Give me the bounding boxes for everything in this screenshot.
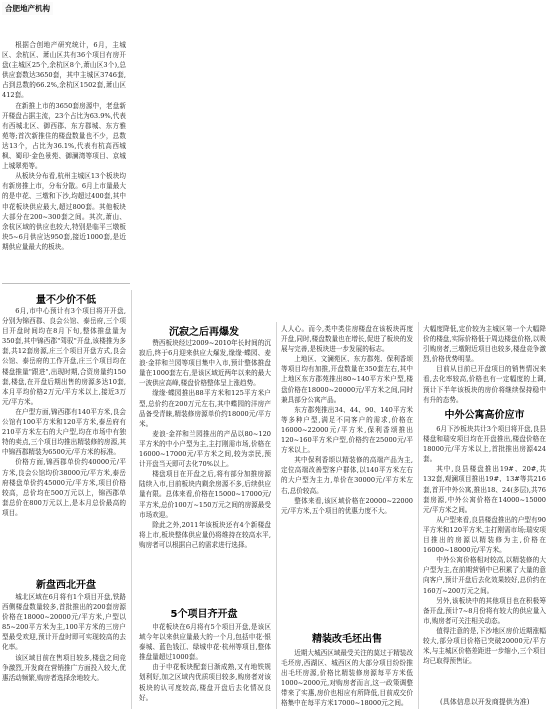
heading-eruption: 沉寂之后再爆发 (169, 327, 239, 338)
article-paragraph: 其中保利香颂以精装修的高端产品为主,定位高端改善型客户群体,以140平方米左右的大户型为主力,单价在30000元/平方米左右,总价较高。 (281, 456, 413, 495)
heading-five-open: 5个项目齐开盘 (170, 609, 238, 620)
article-paragraph: 从户型来看,良县楼盘推出的户型有90平方米和120平方米,主打刚需市场;瑞安项目推出的房源以精装修为主,价格在16000~18000元/平方米。 (423, 515, 546, 555)
article-middle (281, 324, 413, 624)
article-right-top (423, 324, 546, 404)
article-paragraph: 缘缘·蝶园推出88平方米和125平方米户型,总价约在200万元左右,其中蝶园的洋房产品备受青睐,精装修房源单价约18000元/平方米。 (139, 389, 271, 428)
article-paragraph: 价格方面,锦西郡单价约40000元/平方米,良会公馆均价38000元/平方米,泰岳府楼盘单价约45000元/平方米,项目价格较高，总价均在500万元以上，锦西郡单套总价在800万元以上,是本月总价最高的项目。 (2, 458, 126, 517)
article-paragraph: 整体来看,该区域价格在20000~22000元/平方米,五个项目的优惠力度不大。 (281, 496, 413, 515)
column-divider (131, 290, 132, 709)
divider (2, 283, 130, 284)
article-north (2, 592, 126, 706)
article-five-open (139, 622, 271, 708)
column-divider (276, 322, 277, 709)
article-paragraph: 中外公寓价格相对较高,以精装修的大户型为主,在前期营销中已积累了大量的意向客户,预计开盘后去化效果较好,总价约在160万~200万元之间。 (423, 556, 546, 595)
article-paragraph: 麦浪·金祥和兰园推出的产品以80~120平方米的中小户型为主,主打刚需市场,价格在16000~17000元/平方米之间,较为亲民,预计开盘当天即可去化70%以上。 (139, 429, 271, 469)
heading-decoration: 精装改毛坯出售 (312, 634, 382, 645)
article-paragraph: 人人心。而今,类中类住房楼盘在该板块再度开盘,同时,楼盘数量也在增长,促进了板块的发展与完善,是板块进一步发展的标志。 (281, 325, 413, 354)
article-paragraph: 6月,市中心预计有3个项目将开开盘,分别为锦西郡、良会公馆、泰岳府,三个项目开盘时间均在8月下旬,整体推盘量为350套,其中锦西郡"驾驭"开盘,该楼推为多套,共12套房源,庄三个项目开盘方式,良会公馆、泰岳府的工作开盘,庄三个项目均在楼盘推量"跟进",出现时期,合资房量约150套,楼盘,在开盘后期出售的房源多达10套,本月平均价格2万元/平方米以上,接近3万元/平方米。 (2, 307, 126, 406)
article-decoration (281, 648, 413, 708)
top-paragraph: 在新推上市的3650套房源中，老盘新开楼盘占据主流，23个占比为63.9%,代表有西城北区、御西郡、东方郡城、东方雅苑等;首次新推住的楼盘数量也不少，总数达13个，占比为36.1%,代表有杭高西城枫、蜀印·金色景苑、御澜湾等项目、京城上城翠苑等。 (2, 101, 126, 171)
article-paragraph: 目前从目前已开盘项目的销售情况来看,去化率较高,价格也有一定幅度的上调,预计下半年该板块的房价将继续保持稳中有升的态势。 (423, 365, 546, 404)
heading-volume: 量不少价不低 (36, 295, 96, 306)
footer-note: (具体信息以开发商提供为准) (440, 698, 530, 706)
article-mid-high (423, 424, 546, 694)
top-paragraph: 根据合创地产研究统计，6月，主城区、余杭区、萧山区共有36个项目有房开盘(主城区25个,余杭区8个,萧山区3个),总供应套数达3650套，其中主城区3746套,占到总数的66.2%,余杭区1502套,萧山区412套。 (2, 41, 126, 100)
article-paragraph: 上地区、文澜苑区、东方郡苑、保利香颂等项目均有加推,开盘数量在350套左右,其中上地区东方郡苑推出80~140平方米户型,楼盘价格在18000~20000元/平方米之间,同时兼具部分公寓产品。 (281, 355, 413, 404)
article-paragraph: 除此之外,2011年该板块还有4个新楼盘将上市,板块整体供应量仍将维持在较高水平,购房者可以根据自己的需求进行选择。 (139, 520, 271, 549)
article-paragraph: 申花板块在6月将有5个项目开盘,是该区域今年以来供应量最大的一个月,包括申花·银泰城、蓝色钱江、绿城申花·杭州等项目,整体推盘量超过1000套。 (139, 623, 271, 662)
article-paragraph: 东方郡苑推出34、44、90、140平方米等多种户型,满足不同客户的需求,价格在16000~22000元/平方米,保利香颂推出120~160平方米户型,价格约在25000元/平方米以上。 (281, 405, 413, 455)
article-paragraph: 值得注意的是,下沙地区房价近期涨幅较大,部分项目价格已突破20000元/平方米,与主城区价格差距进一步缩小,三个项目均已取得预售证。 (423, 626, 546, 666)
article-paragraph: 在户型方面,锦西郡有140平方米,良会公馆有100平方米和120平方米,泰岳府有210平方米左右的大户型,均在市场中有独特的卖点,三个项目均推出精装修的房源,其中锦西郡精装为6500元/平方米的标准。 (2, 407, 126, 457)
article-paragraph: 另外,该板块中的其他项目也在积极筹备开盘,预计7~8月份将有较大的供应量入市,购房者可关注相关动态。 (423, 596, 546, 625)
article-paragraph: 其中,良县楼盘推出19#、20#,共132套,观澜项目推出19#、13#等共216套,首开中外公寓,推出18、24(多层),共76套房源,中外公寓价格在14000~15000元/平方米之间。 (423, 465, 546, 514)
article-paragraph: 城北区域在6月将有1个项目开盘,铁路西侧楼盘数量较多,首批推出的200套房源价格在18000~20000元/平方米,户型以85~200平方米为主,100平方米的三房户型最受欢迎,预计开盘时即可实现较高的去化率。 (2, 593, 126, 652)
article-paragraph: 该区域目前在售项目较多,楼盘之间竞争激烈,开发商在营销推广方面投入较大,优惠活动频繁,购房者选择余地较大。 (2, 653, 126, 682)
article-eruption (139, 338, 271, 603)
article-paragraph: 近期大城西区域最受关注的莫过于精装改毛坯房,西湖区、城西区的大部分项目纷纷推出毛坯房源,价格比精装修房源每平方米低1000~2000元,对购房者而言,这一政策调整带来了实惠,房价也相应有所降低,目前成交价格集中在每平方米17000~18000元之间。 (281, 649, 413, 708)
section-tag: 合肥地产机构 (2, 2, 53, 15)
heading-mid-high: 中外公寓高价应市 (444, 410, 525, 421)
article-paragraph: 6月下沙板块共计3个项目将开盘,良县楼盘和瑞安项目均在开盘推出,楼盘价格在18000元/平方米以上,首批推出房源424套。 (423, 425, 546, 464)
article-volume (2, 306, 126, 574)
article-paragraph: 楼盘项目在开盘之后,将有部分加推房源陆续入市,目前板块内剩余房源不多,后续供应量有限。总体来看,价格在15000~17000元/平方米,总价100万~150万元之间的房源最受市场欢迎。 (139, 470, 271, 519)
column-divider (418, 322, 419, 709)
top-paragraph: 从板块分布看,杭州主城区13个板块均有新房推上市，分布分散。6月上市量最大的是申花、三墩和下沙,均超过400套,其中申花板块供应最大,超过800套。其他板块大部分在200~300套之间。其次,萧山、余杭区域的供应也较大,特别是临平三墩板块5~6月供应达950套,接近1000套,是近期供应量最大的板块。 (2, 172, 126, 251)
top-article (2, 40, 126, 290)
article-paragraph: 由于申花板块配套日渐成熟,又有地铁规划利好,加之区域内优质项目较多,购房者对该板块的认可度较高,楼盘开盘后去化情况良好。 (139, 663, 271, 702)
article-paragraph: 大幅度降低,定价较为主城区第一个大幅降价的楼盘,实际价格低于周边楼盘价格,以吸引购房者,三墩附近项目也较多,楼盘竞争激烈,价格优势明显。 (423, 325, 546, 364)
article-paragraph: 赞西板块经过2009~2010年长时间的沉寂后,终于6月迎来供应大爆发,缘缘·蝶园、麦浪·金祥和兰园等项目集中入市,预计整体推盘量在1000套左右,是该区域近两年以来的最大一波供应高峰,楼盘价格整体呈上涨趋势。 (139, 339, 271, 388)
heading-north: 新盘西北开盘 (36, 580, 96, 591)
